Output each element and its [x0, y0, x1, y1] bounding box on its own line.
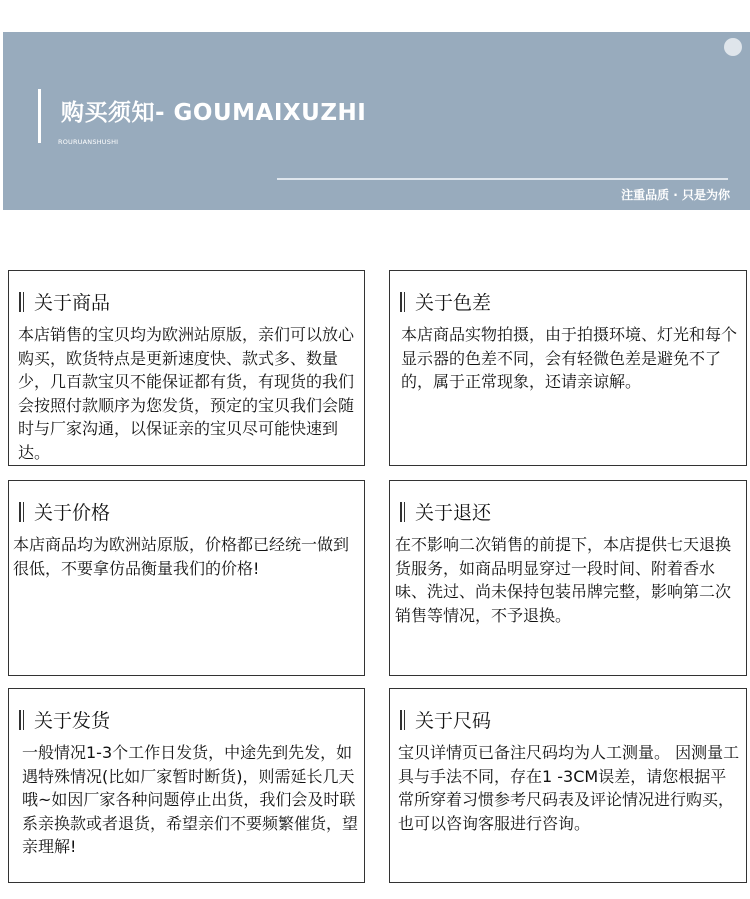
double-bar-icon — [400, 502, 405, 522]
double-bar-icon — [400, 292, 405, 312]
card-heading — [400, 498, 491, 525]
card-sizing — [389, 688, 747, 883]
card-returns — [389, 480, 747, 676]
card-heading — [19, 288, 110, 315]
card-title: 关于尺码 — [415, 710, 492, 732]
card-text: 本店销售的宝贝均为欧洲站原版，亲们可以放心购买，欧货特点是更新速度快、款式多、数量少，几百款宝贝不能保证都有货，有现货的我们会按照付款顺序为您发货，预定的宝贝我们会随时与厂家沟通，以保证亲的宝贝尽可能快速到达。 — [18, 325, 355, 462]
card-title: 关于发货 — [34, 710, 111, 732]
decorative-circle — [724, 38, 742, 56]
card-text: 一般情况1-3个工作日发货，中途先到先发，如遇特殊情况(比如厂家暂时断货)，则需延长几天哦~如因厂家各种问题停止出货，我们会及时联系亲换款或者退货，希望亲们不要频繁催货，望亲理解! — [22, 743, 359, 856]
card-heading — [19, 706, 110, 733]
card-text: 本店商品实物拍摄，由于拍摄环境、灯光和每个显示器的色差不同，会有轻微色差是避免不了的，属于正常现象，还请亲谅解。 — [401, 325, 738, 391]
card-title: 关于退还 — [415, 502, 492, 524]
card-product — [8, 270, 365, 466]
title-accent-bar — [38, 89, 41, 143]
notice-banner — [3, 32, 750, 210]
banner-title: 购买须知- GOUMAIXUZHI — [61, 100, 367, 126]
card-color-difference — [389, 270, 747, 466]
banner-subtitle: ROURUANSHUSHI — [58, 138, 119, 146]
card-heading — [400, 706, 491, 733]
card-price — [8, 480, 365, 676]
card-heading — [400, 288, 491, 315]
card-title: 关于色差 — [415, 292, 492, 314]
double-bar-icon — [19, 710, 24, 730]
card-title: 关于价格 — [34, 502, 111, 524]
card-shipping — [8, 688, 365, 883]
card-text: 本店商品均为欧洲站原版，价格都已经统一做到很低，不要拿仿品衡量我们的价格! — [13, 535, 350, 578]
card-heading — [19, 498, 110, 525]
card-title: 关于商品 — [34, 292, 111, 314]
banner-slogan: 注重品质 · 只是为你 — [621, 188, 730, 202]
double-bar-icon — [400, 710, 405, 730]
banner-divider — [277, 178, 728, 180]
card-text: 宝贝详情页已备注尺码均为人工测量。 因测量工具与手法不同，存在1 -3CM误差，请您根据平常所穿着习惯参考尺码表及评论情况进行购买，也可以咨询客服进行咨询。 — [398, 743, 740, 833]
card-text: 在不影响二次销售的前提下，本店提供七天退换货服务，如商品明显穿过一段时间、附着香水味、洗过、尚未保持包装吊牌完整，影响第二次销售等情况，不予退换。 — [395, 535, 732, 625]
double-bar-icon — [19, 292, 24, 312]
double-bar-icon — [19, 502, 24, 522]
